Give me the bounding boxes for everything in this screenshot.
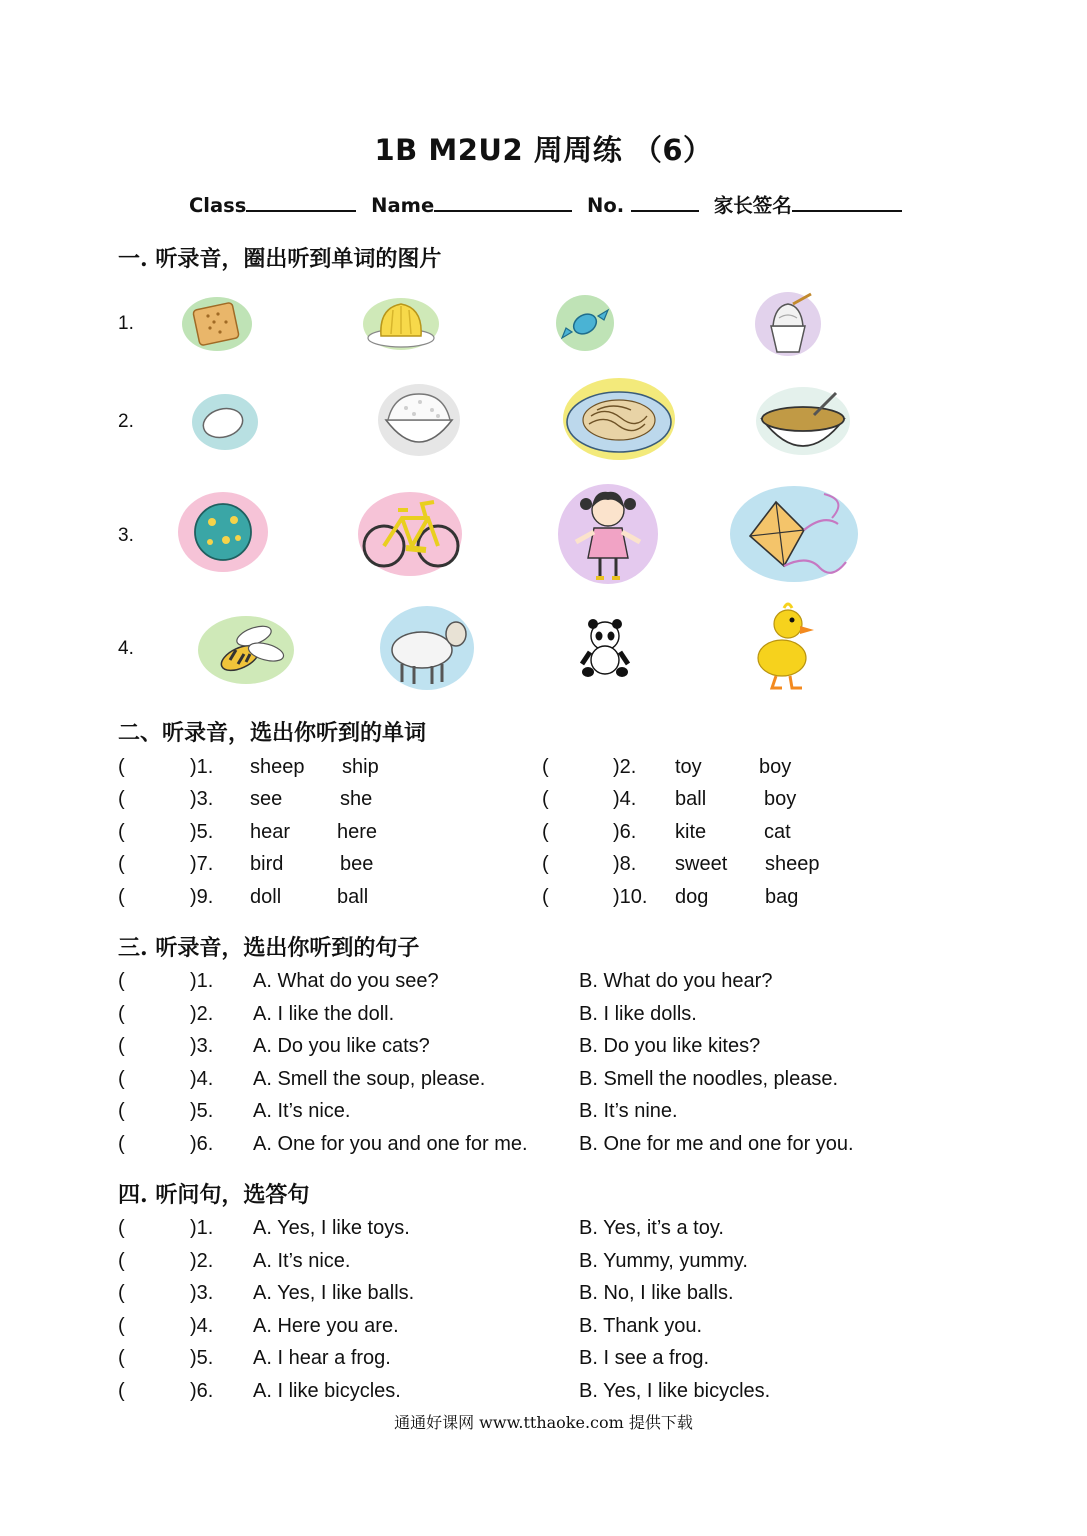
question-number: )6. bbox=[613, 821, 637, 843]
bicycle-picture[interactable] bbox=[356, 488, 464, 578]
question-number: )2. bbox=[190, 1003, 214, 1025]
signature-label: 家长签名 bbox=[713, 194, 792, 217]
answer-bracket[interactable]: ( bbox=[118, 1347, 125, 1369]
option-a[interactable]: A. What do you see? bbox=[253, 970, 439, 992]
answer-bracket[interactable]: ( bbox=[118, 1133, 125, 1155]
option-a[interactable]: A. Smell the soup, please. bbox=[253, 1068, 486, 1090]
option-b[interactable]: B. Smell the noodles, please. bbox=[579, 1068, 839, 1090]
option-a[interactable]: A. I like the doll. bbox=[253, 1003, 395, 1025]
question-number: )4. bbox=[190, 1068, 214, 1090]
option-b[interactable]: boy bbox=[759, 756, 792, 778]
option-a[interactable]: A. Do you like cats? bbox=[253, 1035, 430, 1057]
answer-bracket[interactable]: ( bbox=[118, 1380, 125, 1402]
answer-bracket[interactable]: ( bbox=[118, 756, 125, 778]
option-b[interactable]: B. What do you hear? bbox=[579, 970, 773, 992]
option-a[interactable]: bird bbox=[250, 853, 284, 875]
question-number: )1. bbox=[190, 756, 214, 778]
answer-bracket[interactable]: ( bbox=[118, 853, 125, 875]
option-a[interactable]: A. Here you are. bbox=[253, 1315, 399, 1337]
class-blank[interactable] bbox=[246, 190, 356, 212]
option-a[interactable]: A. It’s nice. bbox=[253, 1100, 351, 1122]
section4-row bbox=[0, 1378, 1087, 1404]
question-number: )10. bbox=[613, 886, 648, 908]
section2-row bbox=[0, 851, 1087, 877]
noodles-picture[interactable] bbox=[561, 376, 677, 462]
bee-picture[interactable] bbox=[196, 612, 296, 686]
number-blank[interactable] bbox=[631, 190, 699, 212]
question-number: )6. bbox=[190, 1380, 214, 1402]
question-number: )5. bbox=[190, 1100, 214, 1122]
option-a[interactable]: see bbox=[250, 788, 283, 810]
number-label: No. bbox=[587, 194, 625, 217]
class-label: Class bbox=[189, 194, 247, 217]
panda-picture[interactable] bbox=[576, 616, 634, 682]
option-b[interactable]: B. Yummy, yummy. bbox=[579, 1250, 748, 1272]
section1-row3-number: 3. bbox=[118, 525, 134, 546]
option-a[interactable]: toy bbox=[675, 756, 702, 778]
question-number: )5. bbox=[190, 821, 214, 843]
question-number: )2. bbox=[613, 756, 637, 778]
answer-bracket[interactable]: ( bbox=[118, 821, 125, 843]
section1-row1-number: 1. bbox=[118, 313, 134, 334]
answer-bracket[interactable]: ( bbox=[542, 853, 549, 875]
footer-credit: 通通好课网 www.tthaoke.com 提供下载 bbox=[394, 1413, 693, 1432]
answer-bracket[interactable]: ( bbox=[118, 1250, 125, 1272]
option-b[interactable]: cat bbox=[764, 821, 791, 843]
question-number: )3. bbox=[190, 1282, 214, 1304]
duck-picture[interactable] bbox=[752, 600, 818, 692]
section3-row bbox=[0, 1066, 1087, 1092]
answer-bracket[interactable]: ( bbox=[542, 756, 549, 778]
sheep-picture[interactable] bbox=[378, 604, 476, 692]
question-number: )3. bbox=[190, 1035, 214, 1057]
option-a[interactable]: dog bbox=[675, 886, 709, 908]
section2-row bbox=[0, 786, 1087, 812]
section4-row bbox=[0, 1313, 1087, 1339]
section4-row bbox=[0, 1215, 1087, 1241]
question-number: )9. bbox=[190, 886, 214, 908]
answer-bracket[interactable]: ( bbox=[118, 788, 125, 810]
doll-picture[interactable] bbox=[556, 482, 660, 586]
section3-row bbox=[0, 1001, 1087, 1027]
jelly-picture[interactable] bbox=[361, 294, 441, 352]
section2-heading: 二、听录音，选出你听到的单词 bbox=[118, 720, 427, 746]
section4-row bbox=[0, 1280, 1087, 1306]
option-b[interactable]: sheep bbox=[765, 853, 820, 875]
soup-picture[interactable] bbox=[754, 385, 852, 457]
answer-bracket[interactable]: ( bbox=[118, 970, 125, 992]
section4-row bbox=[0, 1345, 1087, 1371]
section4-heading: 四. 听问句，选答句 bbox=[118, 1182, 310, 1208]
option-b[interactable]: bee bbox=[340, 853, 374, 875]
answer-bracket[interactable]: ( bbox=[118, 1217, 125, 1239]
biscuit-picture[interactable] bbox=[180, 294, 254, 354]
answer-bracket[interactable]: ( bbox=[118, 1282, 125, 1304]
egg-picture[interactable] bbox=[190, 392, 260, 452]
section2-row bbox=[0, 754, 1087, 780]
question-number: )1. bbox=[190, 970, 214, 992]
option-a[interactable]: ball bbox=[675, 788, 707, 810]
section3-row bbox=[0, 1033, 1087, 1059]
sweet-picture[interactable] bbox=[554, 292, 616, 354]
ball-picture[interactable] bbox=[176, 490, 270, 574]
answer-bracket[interactable]: ( bbox=[542, 886, 549, 908]
option-b[interactable]: B. No, I like balls. bbox=[579, 1282, 734, 1304]
answer-bracket[interactable]: ( bbox=[118, 1068, 125, 1090]
option-b[interactable]: she bbox=[340, 788, 373, 810]
question-number: )7. bbox=[190, 853, 214, 875]
option-b[interactable]: ship bbox=[342, 756, 379, 778]
section3-row bbox=[0, 1098, 1087, 1124]
option-b[interactable]: B. One for me and one for you. bbox=[579, 1133, 854, 1155]
answer-bracket[interactable]: ( bbox=[542, 821, 549, 843]
answer-bracket[interactable]: ( bbox=[118, 886, 125, 908]
answer-bracket[interactable]: ( bbox=[118, 1100, 125, 1122]
option-b[interactable]: bag bbox=[765, 886, 799, 908]
section1-heading: 一. 听录音，圈出听到单词的图片 bbox=[118, 246, 442, 272]
section1-row4-number: 4. bbox=[118, 638, 134, 659]
name-label: Name bbox=[371, 194, 435, 217]
option-b[interactable]: B. Yes, I like bicycles. bbox=[579, 1380, 771, 1402]
question-number: )2. bbox=[190, 1250, 214, 1272]
worksheet-title: 1B M2U2 周周练 （6） bbox=[374, 133, 713, 167]
question-number: )4. bbox=[613, 788, 637, 810]
rice-picture[interactable] bbox=[376, 382, 462, 458]
question-number: )1. bbox=[190, 1217, 214, 1239]
option-a[interactable]: A. Yes, I like toys. bbox=[253, 1217, 410, 1239]
option-b[interactable]: B. Yes, it’s a toy. bbox=[579, 1217, 724, 1239]
section3-row bbox=[0, 1131, 1087, 1157]
kite-picture[interactable] bbox=[728, 484, 860, 584]
section3-row bbox=[0, 968, 1087, 994]
option-b[interactable]: B. I like dolls. bbox=[579, 1003, 697, 1025]
question-number: )4. bbox=[190, 1315, 214, 1337]
student-info-line bbox=[189, 190, 910, 218]
section4-row bbox=[0, 1248, 1087, 1274]
answer-bracket[interactable]: ( bbox=[118, 1003, 125, 1025]
option-a[interactable]: kite bbox=[675, 821, 707, 843]
name-blank[interactable] bbox=[434, 190, 572, 212]
option-a[interactable]: hear bbox=[250, 821, 291, 843]
option-b[interactable]: B. I see a frog. bbox=[579, 1347, 710, 1369]
option-a[interactable]: doll bbox=[250, 886, 282, 908]
answer-bracket[interactable]: ( bbox=[542, 788, 549, 810]
option-b[interactable]: boy bbox=[764, 788, 797, 810]
option-b[interactable]: B. It’s nine. bbox=[579, 1100, 678, 1122]
option-a[interactable]: A. It’s nice. bbox=[253, 1250, 351, 1272]
answer-bracket[interactable]: ( bbox=[118, 1035, 125, 1057]
option-b[interactable]: here bbox=[337, 821, 378, 843]
section1-row2-number: 2. bbox=[118, 411, 134, 432]
signature-blank[interactable] bbox=[792, 190, 902, 212]
option-b[interactable]: ball bbox=[337, 886, 369, 908]
option-b[interactable]: B. Thank you. bbox=[579, 1315, 703, 1337]
section2-row bbox=[0, 884, 1087, 910]
option-b[interactable]: B. Do you like kites? bbox=[579, 1035, 761, 1057]
answer-bracket[interactable]: ( bbox=[118, 1315, 125, 1337]
option-a[interactable]: sweet bbox=[675, 853, 728, 875]
option-a[interactable]: A. I like bicycles. bbox=[253, 1380, 401, 1402]
option-a[interactable]: A. One for you and one for me. bbox=[253, 1133, 528, 1155]
question-number: )3. bbox=[190, 788, 214, 810]
ice-cream-picture[interactable] bbox=[753, 290, 823, 358]
question-number: )6. bbox=[190, 1133, 214, 1155]
section2-row bbox=[0, 819, 1087, 845]
question-number: )5. bbox=[190, 1347, 214, 1369]
option-a[interactable]: sheep bbox=[250, 756, 305, 778]
section3-heading: 三. 听录音，选出你听到的句子 bbox=[118, 935, 420, 961]
question-number: )8. bbox=[613, 853, 637, 875]
option-a[interactable]: A. Yes, I like balls. bbox=[253, 1282, 415, 1304]
option-a[interactable]: A. I hear a frog. bbox=[253, 1347, 391, 1369]
